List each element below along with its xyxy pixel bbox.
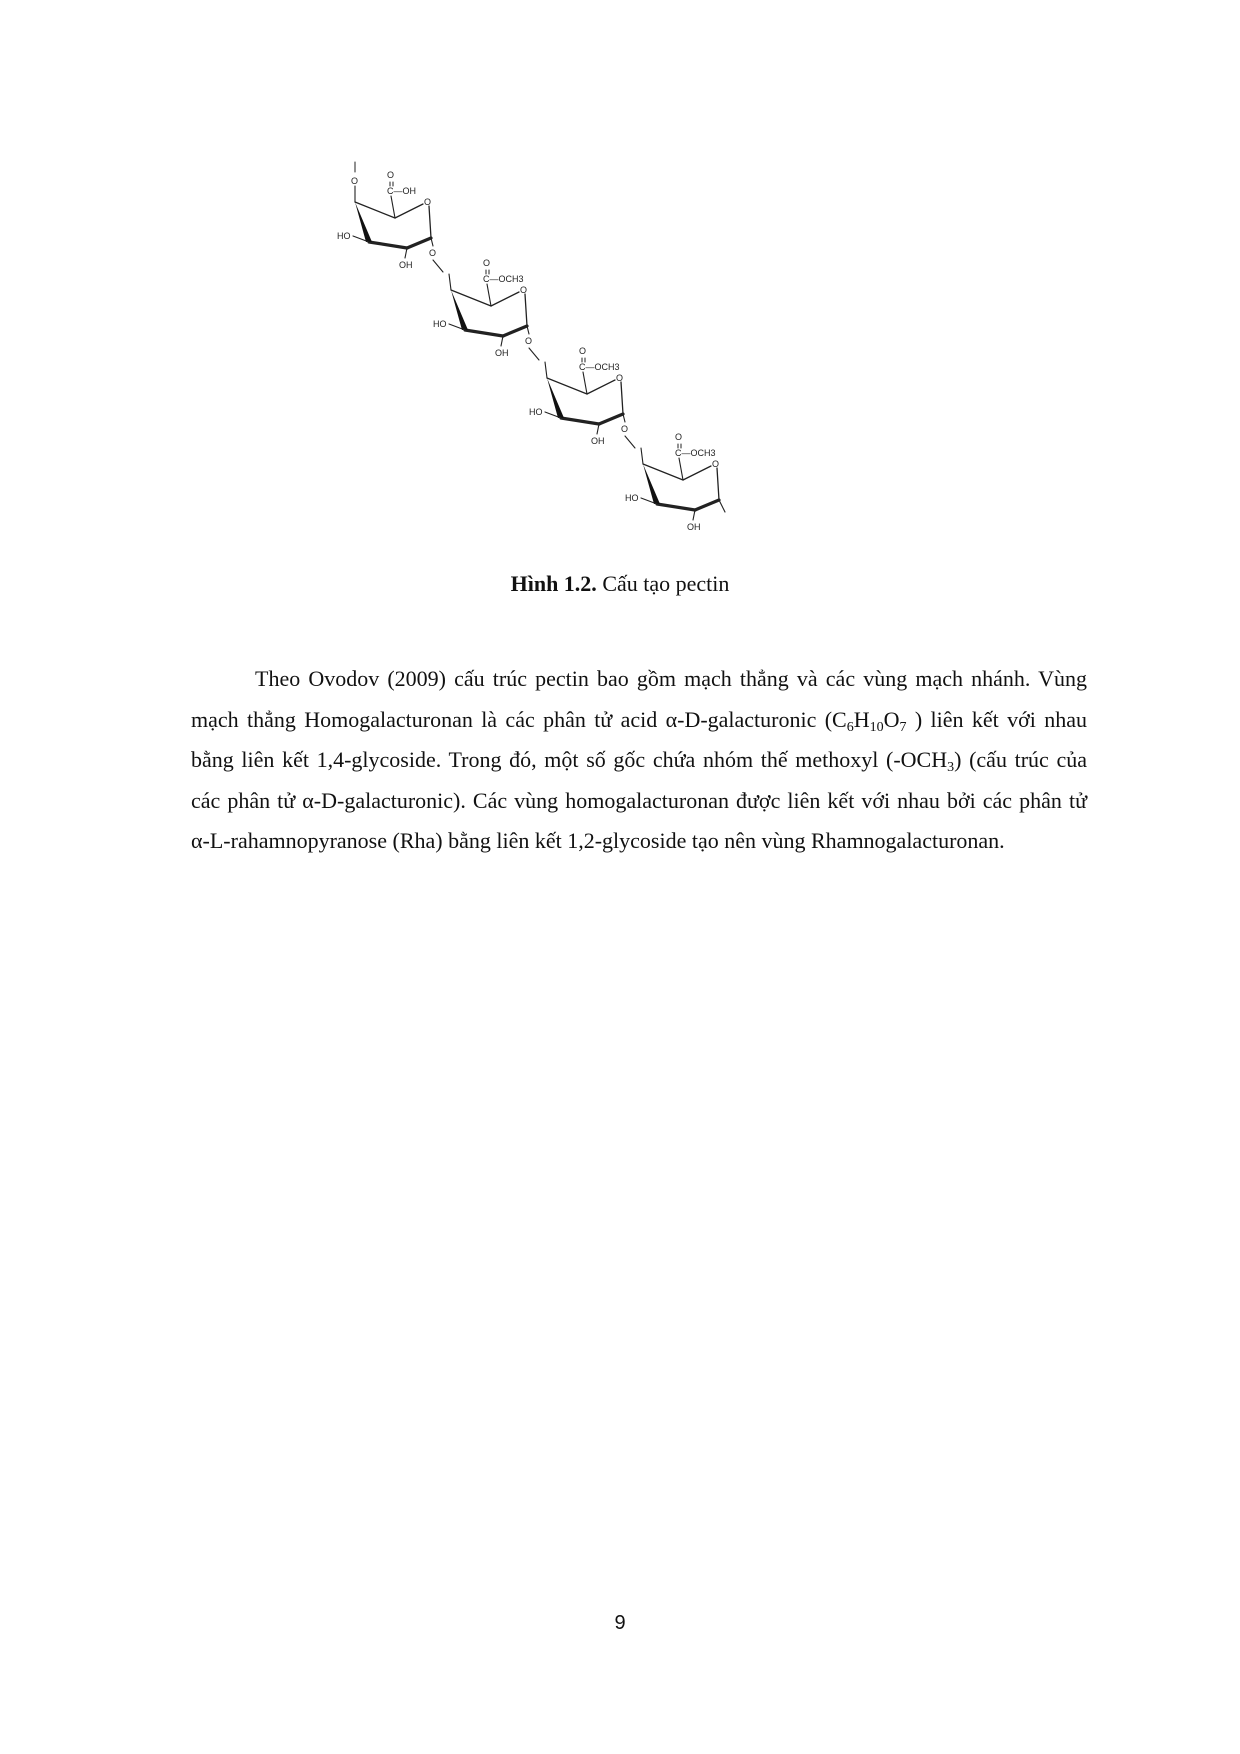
glycosidic-bond xyxy=(545,362,547,378)
carboxyl-label: C—OCH3 xyxy=(483,274,524,284)
ring-bond-bold xyxy=(695,500,719,510)
ring-bond-bold xyxy=(657,504,695,510)
ring-bond xyxy=(587,380,615,394)
ring-bond xyxy=(451,290,491,306)
ring-oxygen-label: O xyxy=(616,373,624,383)
ring-bond xyxy=(355,202,395,218)
glycosidic-bond xyxy=(529,348,539,360)
paragraph-text-5: ) (cấu trúc của các phân tử α-D-galacturonic). Các vùng homogalacturonan được liên kết với nhau bởi các phân tử α-L-rahamnopyranose (Rha) bằng liên kết 1,2-glycoside tạo nên vùng Rhamnogalacturonan. xyxy=(191,747,1087,853)
subscript-3: 3 xyxy=(947,760,955,775)
ring-bond-bold xyxy=(503,326,527,336)
ring-bond xyxy=(643,464,683,480)
carboxyl-bond xyxy=(679,458,683,480)
glycosidic-bond xyxy=(433,260,443,272)
hydroxyl-bond xyxy=(693,510,695,520)
terminal-oxygen-label: O xyxy=(351,176,359,186)
ring-bond-bold xyxy=(465,330,503,336)
hydroxyl-label: OH xyxy=(591,436,605,446)
paragraph-text-4: ) liên kết với nhau bằng liên kết 1,4-glycoside. Trong đó, một số gốc chứa nhóm thế methoxyl (-OCH xyxy=(191,706,1087,772)
hydroxyl-label: OH xyxy=(687,522,701,532)
hydroxyl-label: OH xyxy=(495,348,509,358)
glycosidic-oxygen-label: O xyxy=(621,424,629,434)
ring-bond xyxy=(621,382,623,414)
carbonyl-oxygen-label: O xyxy=(483,258,491,268)
carboxyl-bond xyxy=(583,372,587,394)
figure-number: Hình 1.2. xyxy=(510,571,597,596)
glycosidic-bond xyxy=(625,436,635,448)
ring-bond-bold xyxy=(599,414,623,424)
carboxyl-label: C—OCH3 xyxy=(579,362,620,372)
figure-caption xyxy=(0,571,1240,597)
hydroxyl-label: HO xyxy=(529,407,543,417)
ring-bond xyxy=(717,468,719,500)
pectin-structure-diagram xyxy=(337,170,825,555)
carboxyl-label: C—OH xyxy=(387,186,416,196)
ring-bond-bold xyxy=(561,418,599,424)
figure-title: Cấu tạo pectin xyxy=(596,571,730,596)
ring-bond xyxy=(525,294,527,326)
hydroxyl-label: HO xyxy=(337,231,351,241)
subscript-6: 6 xyxy=(846,719,854,735)
page-number: 9 xyxy=(614,1612,626,1634)
subscript-10: 10 xyxy=(869,719,884,735)
ring-bond xyxy=(429,206,431,238)
hydroxyl-label: HO xyxy=(433,319,447,329)
ring-oxygen-label: O xyxy=(424,197,432,207)
carboxyl-bond xyxy=(391,196,395,218)
paragraph-text-3: O xyxy=(883,706,900,732)
pectin-structure-figure xyxy=(337,170,825,555)
glycosidic-bond xyxy=(641,448,643,464)
glycosidic-oxygen-label: O xyxy=(429,248,437,258)
hydroxyl-label: OH xyxy=(399,260,413,270)
ring-bond xyxy=(395,204,423,218)
hydroxyl-bond xyxy=(597,424,599,434)
ring-bond-bold xyxy=(369,242,407,248)
hydroxyl-label: HO xyxy=(625,493,639,503)
hydroxyl-bond xyxy=(405,248,407,258)
carboxyl-label: C—OCH3 xyxy=(675,448,716,458)
ring-oxygen-label: O xyxy=(712,459,720,469)
carbonyl-oxygen-label: O xyxy=(675,432,683,442)
carboxyl-bond xyxy=(487,284,491,306)
carbonyl-oxygen-label: O xyxy=(579,346,587,356)
hydroxyl-bond xyxy=(501,336,503,346)
subscript-7: 7 xyxy=(899,719,907,735)
ring-bond-bold xyxy=(407,238,431,248)
ring-oxygen-label: O xyxy=(520,285,528,295)
ring-bond xyxy=(547,378,587,394)
carbonyl-oxygen-label: O xyxy=(387,170,395,180)
paragraph-text-1: Theo Ovodov (2009) cấu trúc pectin bao gồm mạch thẳng và các vùng mạch nhánh. Vùng mạch thẳng Homogalacturonan là các phân tử acid α-D-galacturonic (C xyxy=(191,666,1087,732)
ring-bond xyxy=(491,292,519,306)
terminal-bond xyxy=(719,500,725,512)
body-paragraph xyxy=(191,659,1087,862)
glycosidic-bond xyxy=(449,274,451,290)
glycosidic-oxygen-label: O xyxy=(525,336,533,346)
paragraph-text-2: H xyxy=(853,706,870,732)
ring-bond xyxy=(683,466,711,480)
